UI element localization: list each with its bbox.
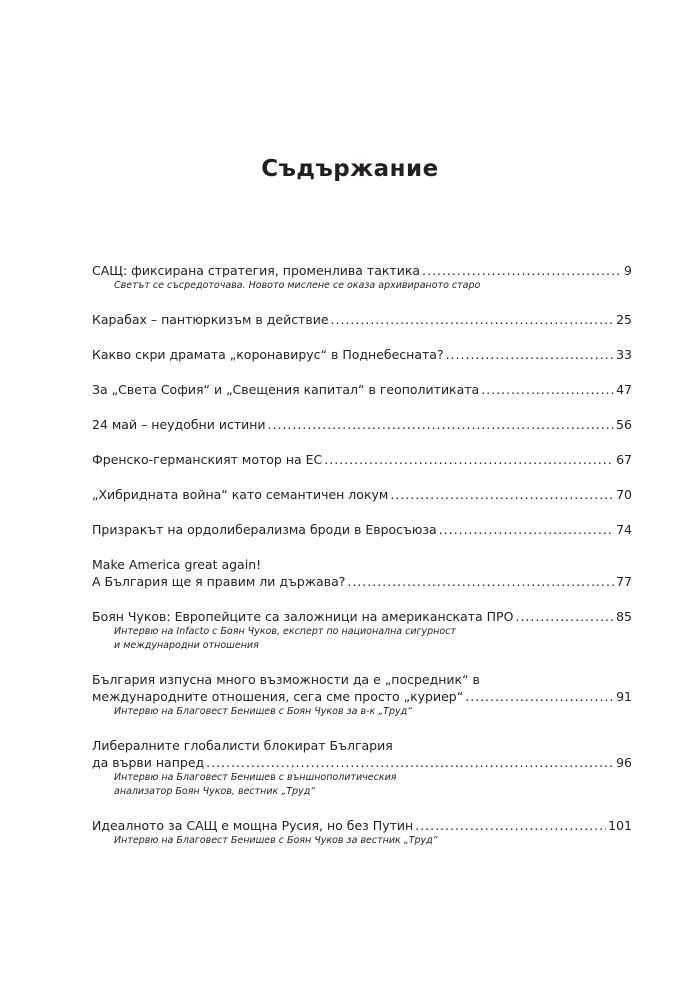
toc-entry-subtitle: Интервю на Благовест Бенишев с външнополитическия bbox=[114, 772, 397, 783]
toc-page-number: 74 bbox=[616, 522, 632, 537]
toc-line bbox=[92, 451, 632, 468]
toc-line bbox=[92, 346, 632, 363]
dot-leader bbox=[422, 262, 622, 279]
dot-leader bbox=[206, 754, 614, 771]
toc-entry-subtitle: Интервю на Благовест Бенишев с Боян Чуков за вестник „Труд“ bbox=[114, 835, 438, 846]
toc-page-number: 91 bbox=[616, 689, 632, 704]
toc-entry[interactable] bbox=[92, 451, 632, 468]
toc-page-number: 67 bbox=[616, 452, 632, 467]
toc-page-number: 56 bbox=[616, 417, 632, 432]
toc-line bbox=[92, 573, 632, 590]
toc-line bbox=[92, 754, 632, 771]
toc-entry-subtitle: Светът се съсредоточава. Новото мислене се оказа архивираното старо bbox=[114, 280, 481, 291]
toc-entry[interactable] bbox=[92, 608, 632, 653]
toc-line bbox=[92, 521, 632, 538]
toc-entry-subtitle: Интервю на Благовест Бенишев с Боян Чуков за в-к „Труд“ bbox=[114, 706, 413, 717]
toc-line bbox=[92, 416, 632, 433]
toc-entry[interactable] bbox=[92, 737, 632, 799]
dot-leader bbox=[446, 346, 615, 363]
toc-entry[interactable] bbox=[92, 346, 632, 363]
dot-leader bbox=[439, 521, 614, 538]
toc-entry-title: Идеалното за САЩ е мощна Русия, но без Путин bbox=[92, 818, 414, 833]
toc-entry-title: Какво скри драмата „коронавирус“ в Поднебесната? bbox=[92, 347, 444, 362]
toc-entry-title: Френско-германският мотор на ЕС bbox=[92, 452, 323, 467]
toc-page-number: 85 bbox=[616, 609, 632, 624]
toc-entry[interactable] bbox=[92, 416, 632, 433]
toc-page-number: 101 bbox=[608, 818, 632, 833]
toc-entry-title: 24 май – неудобни истини bbox=[92, 417, 266, 432]
toc-entry-title: Призракът на ордолиберализма броди в Евросъюза bbox=[92, 522, 437, 537]
page-title: Съдържание bbox=[261, 156, 439, 182]
toc-entry[interactable] bbox=[92, 817, 632, 848]
toc-line bbox=[92, 311, 632, 328]
toc-line bbox=[92, 608, 632, 625]
toc-entry-title-first-line: България изпусна много възможности да е „посредник“ в bbox=[92, 672, 480, 687]
toc-page-number: 33 bbox=[616, 347, 632, 362]
toc-entry-title-first-line: Либералните глобалисти блокират България bbox=[92, 738, 393, 753]
toc-line bbox=[92, 381, 632, 398]
toc-line bbox=[92, 486, 632, 503]
toc-entry[interactable] bbox=[92, 381, 632, 398]
dot-leader bbox=[268, 416, 615, 433]
toc-entry[interactable] bbox=[92, 671, 632, 719]
toc-entry[interactable] bbox=[92, 556, 632, 590]
toc-line bbox=[92, 262, 632, 279]
toc-page-number: 70 bbox=[616, 487, 632, 502]
toc-page-number: 77 bbox=[616, 574, 632, 589]
toc-line bbox=[92, 688, 632, 705]
dot-leader bbox=[331, 311, 615, 328]
toc-entry[interactable] bbox=[92, 262, 632, 293]
toc-entry-subtitle: анализатор Боян Чуков, вестник „Труд“ bbox=[114, 786, 316, 797]
toc-page-number: 9 bbox=[624, 263, 632, 278]
toc-entry-title: да върви напред bbox=[92, 755, 205, 770]
toc-entry-subtitle: и международни отношения bbox=[114, 640, 259, 651]
toc-entry-title: „Хибридната война“ като семантичен локум bbox=[92, 487, 389, 502]
toc-entry-title: Боян Чуков: Европейците са заложници на американската ПРО bbox=[92, 609, 514, 624]
toc-entry-title: За „Света София“ и „Свещения капитал“ в геополитиката bbox=[92, 382, 480, 397]
toc-entry-title: международните отношения, сега сме просто „куриер“ bbox=[92, 689, 464, 704]
toc-entry[interactable] bbox=[92, 311, 632, 328]
dot-leader bbox=[324, 451, 614, 468]
toc-entry-title: А България ще я правим ли държава? bbox=[92, 574, 346, 589]
table-of-contents bbox=[92, 262, 632, 866]
dot-leader bbox=[481, 381, 614, 398]
toc-entry[interactable] bbox=[92, 486, 632, 503]
toc-entry-title: Карабах – пантюркизъм в действие bbox=[92, 312, 329, 327]
toc-page-number: 96 bbox=[616, 755, 632, 770]
dot-leader bbox=[347, 573, 614, 590]
toc-entry-title-first-line: Make America great again! bbox=[92, 557, 262, 572]
toc-page-number: 47 bbox=[616, 382, 632, 397]
dot-leader bbox=[515, 608, 614, 625]
toc-entry[interactable] bbox=[92, 521, 632, 538]
toc-entry-title: САЩ: фиксирана стратегия, променлива тактика bbox=[92, 263, 421, 278]
toc-entry-subtitle: Интервю на Infacto с Боян Чуков, експерт по национална сигурност bbox=[114, 626, 456, 637]
dot-leader bbox=[465, 688, 614, 705]
toc-page-number: 25 bbox=[616, 312, 632, 327]
dot-leader bbox=[415, 817, 606, 834]
dot-leader bbox=[390, 486, 614, 503]
toc-line bbox=[92, 817, 632, 834]
